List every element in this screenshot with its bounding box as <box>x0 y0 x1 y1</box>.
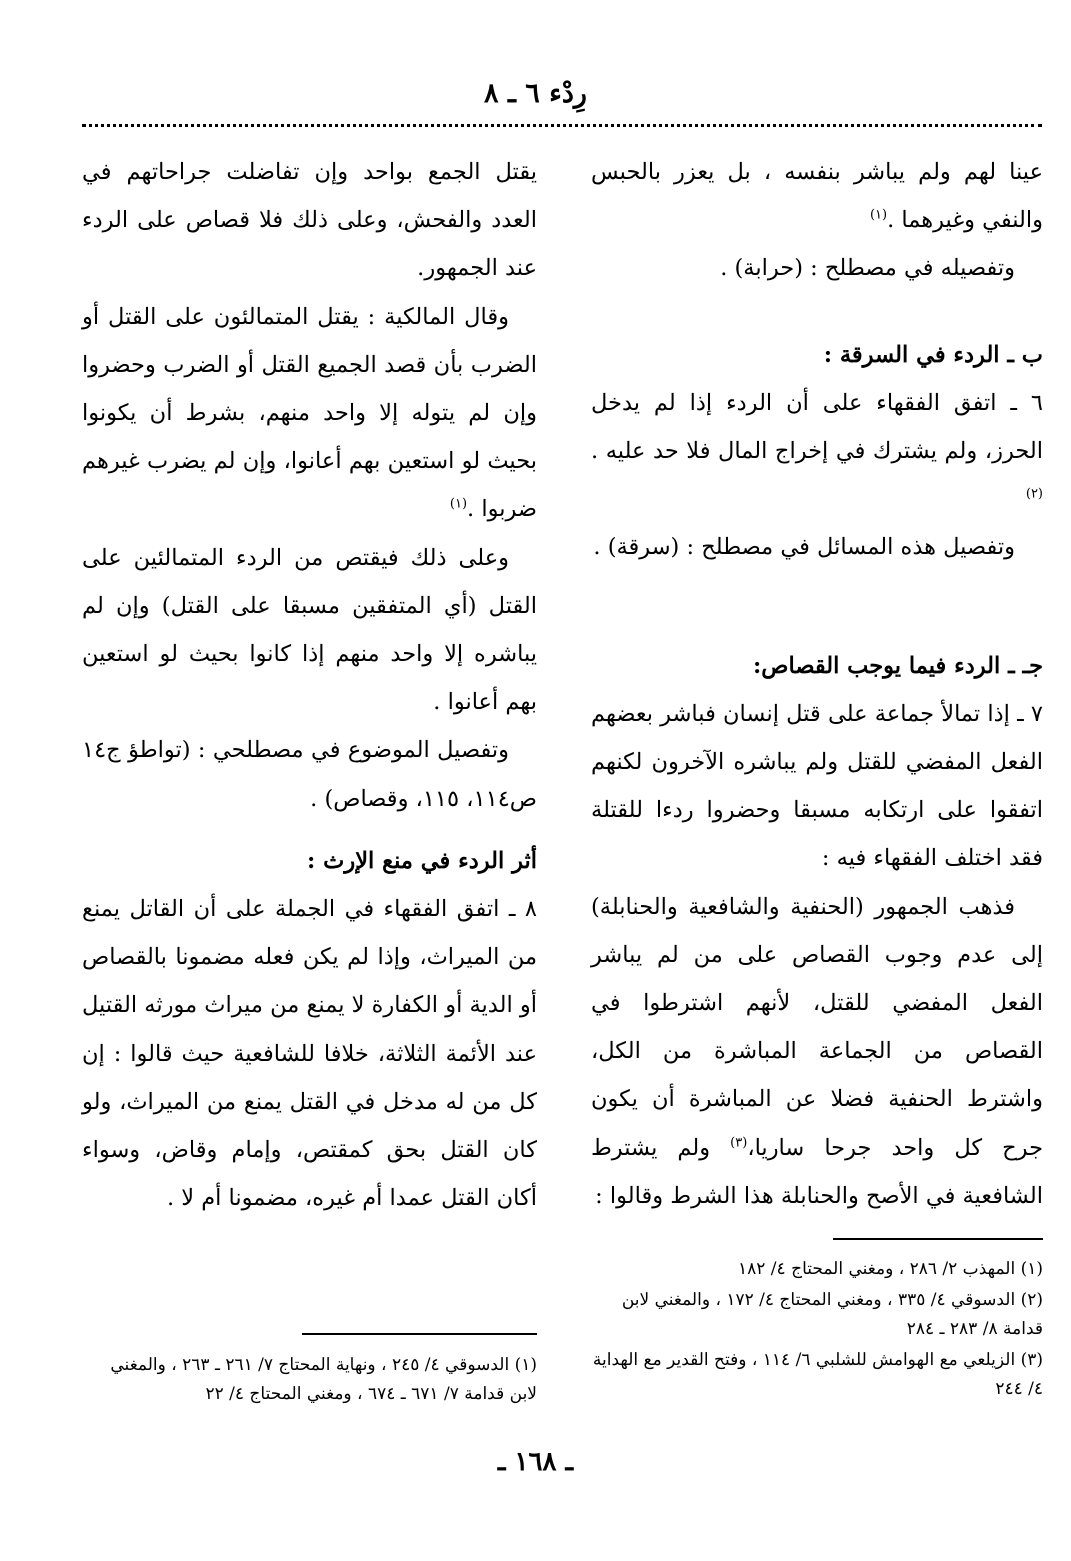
paragraph <box>82 293 537 534</box>
paragraph <box>591 148 1043 244</box>
footnote: (١) الدسوقي ٤/ ٢٤٥ ، ونهاية المحتاج ٧/ ٢٦١ ـ ٢٦٣ ، والمغني لابن قدامة ٧/ ٦٧١ ـ ٦٧٤ ، ومغني المحتاج ٤/ ٢٢ <box>110 1355 537 1404</box>
footnote: (٣) الزيلعي مع الهوامش للشلبي ٦/ ١١٤ ، وفتح القدير مع الهداية ٤/ ٢٤٤ <box>592 1350 1043 1399</box>
footnote: (١) المهذب ٢/ ٢٨٦ ، ومغني المحتاج ٤/ ١٨٢ <box>738 1259 1043 1279</box>
paragraph-text: وقال المالكية : يقتل المتمالئون على القتل أو الضرب بأن قصد الجميع القتل أو الضرب وحضروا وإن لم يتوله إلا واحد منهم، بشرط أن يكونوا بحيث لو استعين بهم أعانوا، وإن لم يضرب غيرهم ضربوا . <box>82 303 537 523</box>
page-number: ـ ١٦٨ ـ <box>497 1447 574 1477</box>
footnote-ref: (١) <box>449 496 468 512</box>
paragraph <box>591 379 1043 524</box>
paragraph: وتفصيله في مصطلح : (حرابة) . <box>720 255 1015 282</box>
paragraph: وتفصيل هذه المسائل في مصطلح : (سرقة) . <box>593 534 1015 561</box>
paragraph-text: عينا لهم ولم يباشر بنفسه ، بل يعزر بالحبس والنفي وغيرهما . <box>591 159 1043 234</box>
right-column <box>591 148 1043 1220</box>
left-column <box>82 148 537 1222</box>
footnote: (٢) الدسوقي ٤/ ٣٣٥ ، ومغني المحتاج ٤/ ١٧٢ ، والمغني لابن قدامة ٨/ ٢٨٣ ـ ٢٨٤ <box>621 1290 1043 1339</box>
paragraph: وعلى ذلك فيقتص من الردء المتمالئين على القتل (أي المتفقين مسبقا على القتل) وإن لم يباشره إلا واحد منهم إذا كانوا بحيث لو استعين بهم أعانوا . <box>82 544 537 716</box>
paragraph <box>591 883 1043 1220</box>
section-heading: ب ـ الردء في السرقة : <box>823 341 1043 368</box>
paragraph-text: ولم يشترط الشافعية في الأصح والحنابلة هذا الشرط وقالوا : <box>591 1134 1043 1209</box>
footnote-ref: (٣) <box>730 1135 748 1151</box>
footnote-separator <box>833 1238 1043 1240</box>
footnote-ref: (٢) <box>1025 486 1043 502</box>
running-head: رِدْء ٦ ـ ٨ <box>484 78 587 109</box>
paragraph: ٧ ـ إذا تمالأ جماعة على قتل إنسان فباشر بعضهم الفعل المفضي للقتل ولم يباشره الآخرون لكنهم اتفقوا على ارتكابه مسبقا وحضروا ردءا للقتلة فقد اختلف الفقهاء فيه : <box>591 700 1043 872</box>
section-heading: جـ ـ الردء فيما يوجب القصاص: <box>752 652 1043 679</box>
paragraph: يقتل الجمع بواحد وإن تفاضلت جراحاتهم في العدد والفحش، وعلى ذلك فلا قصاص على الردء عند الجمهور. <box>82 159 537 282</box>
footnote-separator <box>302 1333 537 1335</box>
paragraph: وتفصيل الموضوع في مصطلحي : (تواطؤ ج١٤ ص١١٤، ١١٥، وقصاص) . <box>82 737 537 812</box>
paragraph-text: فذهب الجمهور (الحنفية والشافعية والحنابلة) إلى عدم وجوب القصاص على من لم يباشر الفعل المفضي للقتل، لأنهم اشترطوا في القصاص من الجماعة المباشرة من الكل، واشترط الحنفية فضلا عن المباشرة أن يكون جرح كل واحد جرحا ساريا، <box>591 893 1043 1161</box>
paragraph-text: ٦ ـ اتفق الفقهاء على أن الردء إذا لم يدخل الحرز، ولم يشترك في إخراج المال فلا حد عليه . <box>591 389 1043 465</box>
footnotes-right <box>591 1255 1043 1406</box>
paragraph: ٨ ـ اتفق الفقهاء في الجملة على أن القاتل يمنع من الميراث، وإذا لم يكن فعله مضمونا بالقصاص أو الدية أو الكفارة لا يمنع من ميراث مورثه القتيل عند الأئمة الثلاثة، خلافا للشافعية حيث قالوا : إن كل من له مدخل في القتل يمنع من الميراث، ولو كان القتل بحق كمقتص، وإمام وقاض، وسواء أكان القتل عمدا أم غيره، مضمونا أم لا . <box>82 896 537 1212</box>
header-dotted-rule <box>82 124 1042 127</box>
footnote-ref: (١) <box>869 207 888 223</box>
section-heading: أثر الردء في منع الإرث : <box>307 847 537 874</box>
footnotes-left <box>82 1351 537 1411</box>
